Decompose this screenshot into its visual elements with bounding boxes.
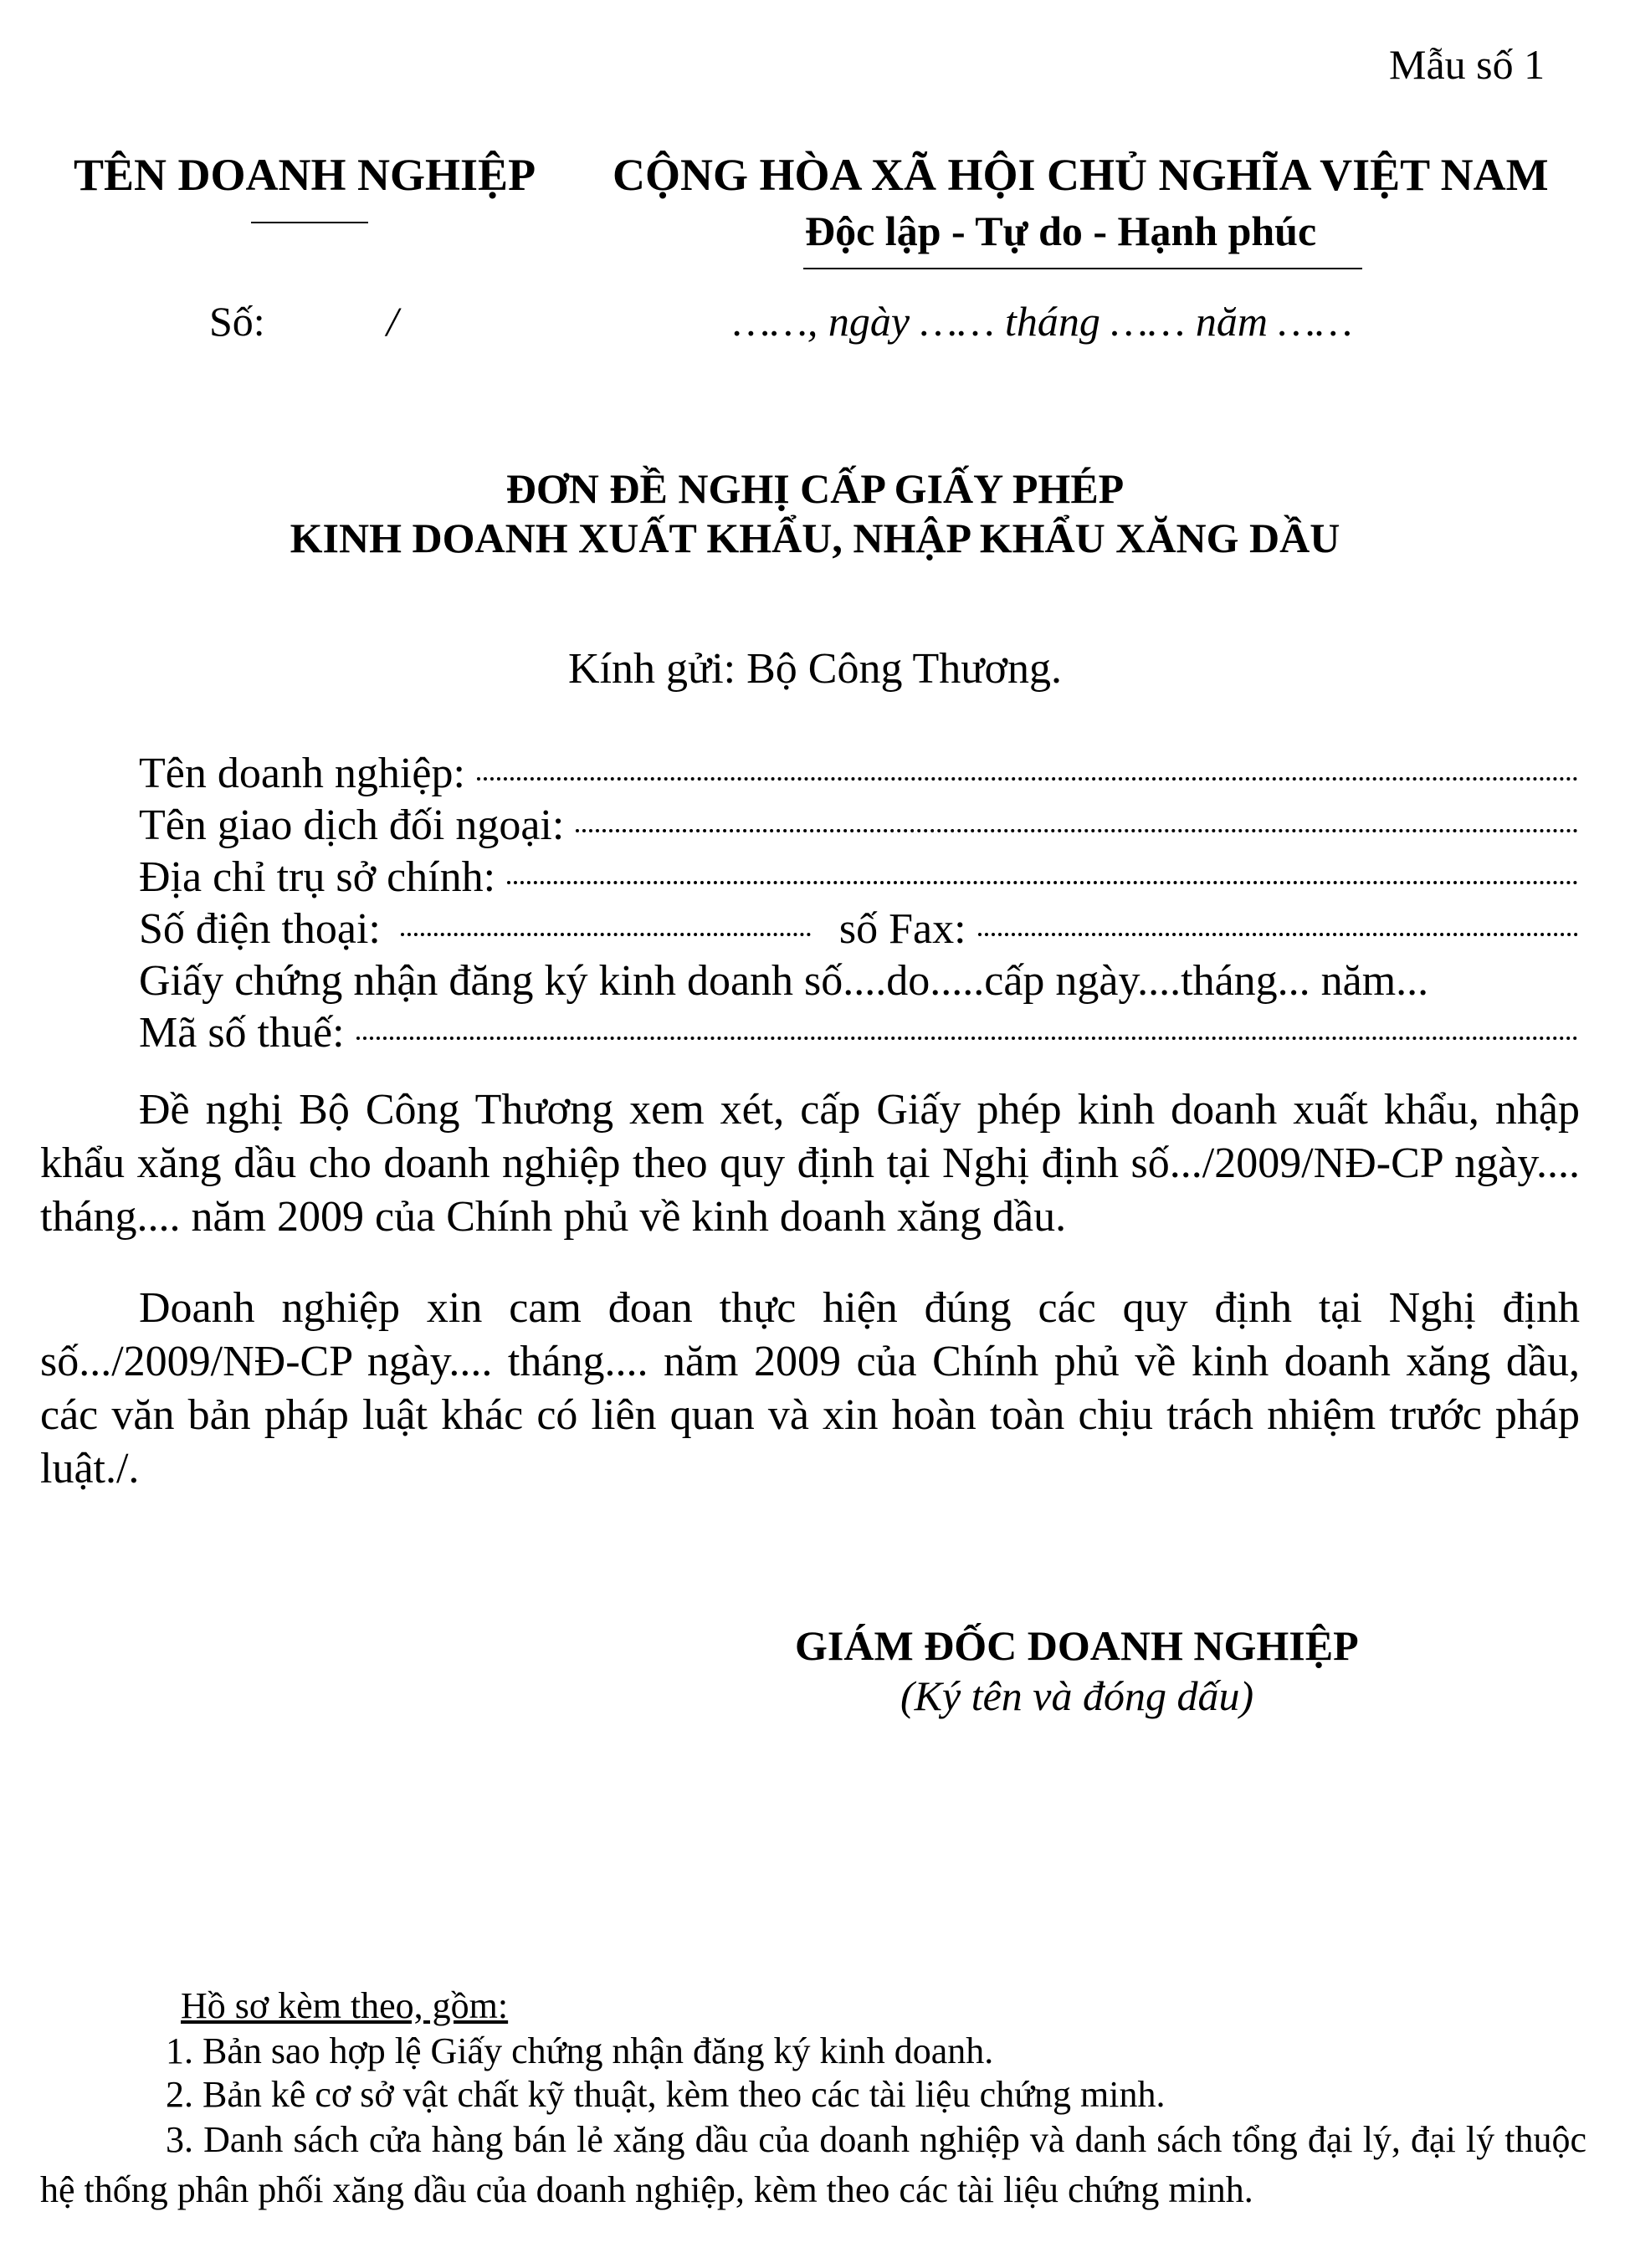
fill-in-dots xyxy=(477,777,1578,781)
signature-note: (Ký tên và đóng dấu) xyxy=(900,1672,1254,1719)
document-title-line-1: ĐƠN ĐỀ NGHỊ CẤP GIẤY PHÉP xyxy=(505,465,1125,512)
attachment-item xyxy=(40,2115,1586,2215)
field-head-office xyxy=(139,852,1578,902)
phone-label: Số điện thoại: xyxy=(139,905,381,953)
field-business-certificate xyxy=(139,956,1578,1006)
commitment-paragraph xyxy=(40,1282,1580,1496)
attachment-item: 1. Bản sao hợp lệ Giấy chứng nhận đăng ký kinh doanh. xyxy=(166,2030,994,2071)
field-company-name xyxy=(139,749,1578,798)
request-text: Đề nghị Bộ Công Thương xem xét, cấp Giấy phép kinh doanh xuất khẩu, nhập khẩu xăng dầu cho doanh nghiệp theo quy định tại Nghị định số.../2009/NĐ-CP ngày.... tháng.... năm 2009 của Chính phủ về kinh doanh xăng dầu. xyxy=(40,1086,1580,1241)
fill-in-dots xyxy=(576,829,1578,832)
document-number-label: Số: xyxy=(209,298,265,345)
document-number-slash: / xyxy=(387,298,398,345)
field-label: Địa chỉ trụ sở chính: xyxy=(139,853,496,901)
field-phone-fax xyxy=(139,904,1578,954)
fill-in-dots xyxy=(978,933,1578,936)
organization-underline xyxy=(251,222,368,223)
fill-in-dots xyxy=(356,1037,1578,1040)
attachment-item: 2. Bản kê cơ sở vật chất kỹ thuật, kèm theo các tài liệu chứng minh. xyxy=(166,2074,1166,2115)
document-title-line-2: KINH DOANH XUẤT KHẨU, NHẬP KHẨU XĂNG DẦU xyxy=(290,515,1340,561)
form-number: Mẫu số 1 xyxy=(1389,41,1545,88)
date-line: ……, ngày …… tháng …… năm …… xyxy=(733,298,1353,345)
commitment-text: Doanh nghiệp xin cam đoan thực hiện đúng các quy định tại Nghị định số.../2009/NĐ-CP ngày.... tháng.... năm 2009 của Chính phủ về kinh doanh xăng dầu, các văn bản pháp luật khác có liên quan và xin hoàn toàn chịu trách nhiệm trước pháp luật./. xyxy=(40,1284,1580,1492)
request-paragraph xyxy=(40,1083,1580,1244)
field-label: Tên doanh nghiệp: xyxy=(139,750,465,797)
field-label: Giấy chứng nhận đăng ký kinh doanh số....do.....cấp ngày....tháng... năm... xyxy=(139,957,1429,1005)
field-label: Mã số thuế: xyxy=(139,1009,345,1057)
field-label: Tên giao dịch đối ngoại: xyxy=(139,801,565,849)
fill-in-dots xyxy=(401,933,811,936)
field-tax-code xyxy=(139,1008,1578,1057)
fax-label: số Fax: xyxy=(838,905,966,953)
fill-in-dots xyxy=(507,881,1578,884)
national-title: CỘNG HÒA XÃ HỘI CHỦ NGHĨA VIỆT NAM xyxy=(613,150,1549,200)
national-motto: Độc lập - Tự do - Hạnh phúc xyxy=(805,207,1317,254)
organization-name-placeholder: TÊN DOANH NGHIỆP xyxy=(74,150,536,200)
signer-title: GIÁM ĐỐC DOANH NGHIỆP xyxy=(795,1622,1359,1669)
recipient-line: Kính gửi: Bộ Công Thương. xyxy=(568,645,1062,693)
motto-underline xyxy=(803,268,1362,269)
attachment-item-text: 3. Danh sách cửa hàng bán lẻ xăng dầu của doanh nghiệp và danh sách tổng đại lý, đại lý thuộc hệ thống phân phối xăng dầu của doanh nghiệp, kèm theo các tài liệu chứng minh. xyxy=(40,2119,1586,2210)
attachments-heading: Hồ sơ kèm theo, gồm: xyxy=(181,1985,509,2026)
field-foreign-name xyxy=(139,801,1578,850)
